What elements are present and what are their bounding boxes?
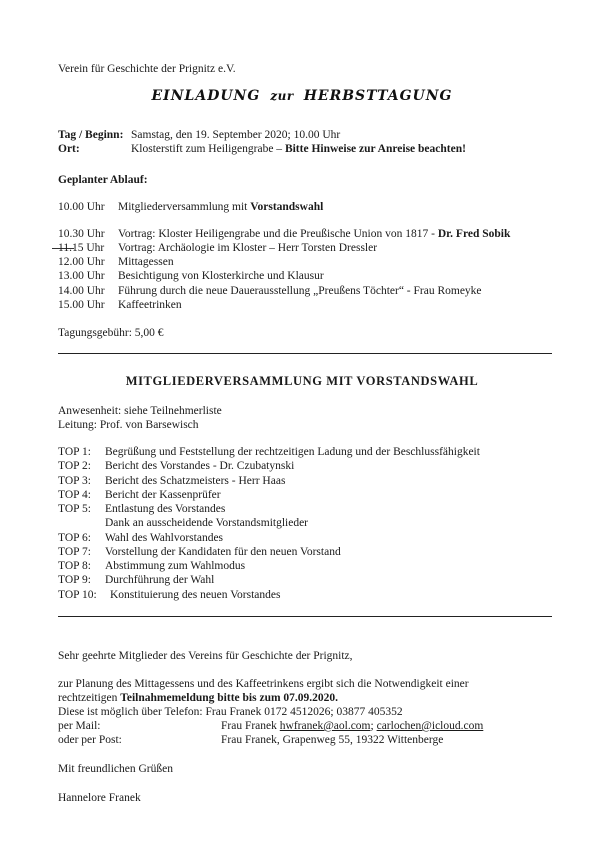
date-label: Tag / Beginn: [58,129,124,141]
agenda-number: TOP 8: [58,560,91,572]
agenda-number: TOP 4: [58,489,91,501]
agenda-number: TOP 1: [58,446,91,458]
agenda-number: TOP 10: [58,589,97,601]
schedule-item: Mittagessen [118,256,174,268]
mail-label: per Mail: [58,720,101,732]
post-label: oder per Post: [58,734,122,746]
schedule-time: 15.00 Uhr [58,299,105,311]
agenda-number: TOP 9: [58,574,91,586]
agenda-item: Bericht des Vorstandes - Dr. Czubatynski [105,460,295,472]
schedule-item [118,227,510,241]
place-line [131,142,466,156]
agenda-item: Konstituierung des neuen Vorstandes [110,589,281,601]
assembly-heading: MITGLIEDERVERSAMMLUNG MIT VORSTANDSWAHL [125,374,479,388]
schedule-time: 11.15 Uhr [58,242,105,254]
agenda-item: Dank an ausscheidende Vorstandsmitglieder [105,517,309,529]
title-part1: EINLADUNG [151,88,261,104]
agenda-item: Entlastung des Vorstandes [105,503,226,515]
attendance-line: Anwesenheit: siehe Teilnehmerliste [58,405,222,417]
date-value: Samstag, den 19. September 2020; 10.00 Uhr [131,129,341,141]
phone-line: Diese ist möglich über Telefon: Frau Franek 0172 4512026; 03877 405352 [58,706,403,718]
schedule-time: 10.30 Uhr [58,228,105,240]
letter-text: rechtzeitigen [58,692,121,704]
mail-line [221,719,483,733]
schedule-time: 14.00 Uhr [58,285,105,297]
schedule-item: Führung durch die neue Dauerausstellung „Preußens Töchter“ - Frau Romeyke [118,285,482,297]
mail-value: Frau Franek [221,720,280,732]
schedule-time: 12.00 Uhr [58,256,105,268]
schedule-item: Besichtigung von Klosterkirche und Klausur [118,270,324,282]
agenda-item: Wahl des Wahlvorstandes [105,532,224,544]
letter-paragraph: zur Planung des Mittagessens und des Kaffeetrinkens ergibt sich die Notwendigkeit einer [58,678,469,690]
registration-deadline: Teilnahmemeldung bitte bis zum 07.09.2020. [120,692,339,704]
agenda-number: TOP 5: [58,503,91,515]
schedule-item: Vortrag: Archäologie im Kloster – Herr Torsten Dressler [118,242,378,254]
agenda-item: Vorstellung der Kandidaten für den neuen Vorstand [105,546,341,558]
lead-line: Leitung: Prof. von Barsewisch [58,419,199,431]
letter-paragraph [58,691,338,705]
conference-fee: Tagungsgebühr: 5,00 € [58,327,164,339]
agenda-item: Abstimmung zum Wahlmodus [105,560,246,572]
agenda-number: TOP 3: [58,475,91,487]
divider [58,353,552,354]
schedule-text: Vortrag: Kloster Heiligengrabe und die Preußische Union von 1817 - [118,228,438,240]
agenda-number: TOP 6: [58,532,91,544]
closing: Mit freundlichen Grüßen [58,763,173,775]
title-part2: HERBSTTAGUNG [303,88,453,104]
agenda-item: Bericht des Schatzmeisters - Herr Haas [105,475,286,487]
post-address: Frau Franek, Grapenweg 55, 19322 Wittenberge [221,734,444,746]
place-value: Klosterstift zum Heiligengrabe – [131,143,285,155]
agenda-number: TOP 7: [58,546,91,558]
salutation: Sehr geehrte Mitglieder des Vereins für Geschichte der Prignitz, [58,650,353,662]
schedule-heading: Geplanter Ablauf: [58,174,148,186]
schedule-time: 10.00 Uhr [58,201,105,213]
place-note: Bitte Hinweise zur Anreise beachten! [284,143,466,155]
title-zur: zur [270,89,294,103]
organization-header: Verein für Geschichte der Prignitz e.V. [58,63,236,75]
schedule-bold: Dr. Fred Sobik [437,228,511,240]
mail-separator: ; [370,720,377,732]
document-title [0,89,604,103]
schedule-bold: Vorstandswahl [250,201,324,213]
schedule-item [118,200,323,214]
schedule-item: Kaffeetrinken [118,299,182,311]
schedule-text: Mitgliederversammlung mit [118,201,251,213]
agenda-item: Bericht der Kassenprüfer [105,489,221,501]
agenda-number: TOP 2: [58,460,91,472]
signature: Hannelore Franek [58,792,141,804]
place-label: Ort: [58,143,80,155]
schedule-time: 13.00 Uhr [58,270,105,282]
email-link[interactable]: carlochen@icloud.com [376,720,484,732]
divider [58,616,552,617]
email-link[interactable]: hwfranek@aol.com [279,720,371,732]
agenda-item: Begrüßung und Feststellung der rechtzeitigen Ladung und der Beschlussfähigkeit [105,446,480,458]
agenda-item: Durchführung der Wahl [105,574,215,586]
